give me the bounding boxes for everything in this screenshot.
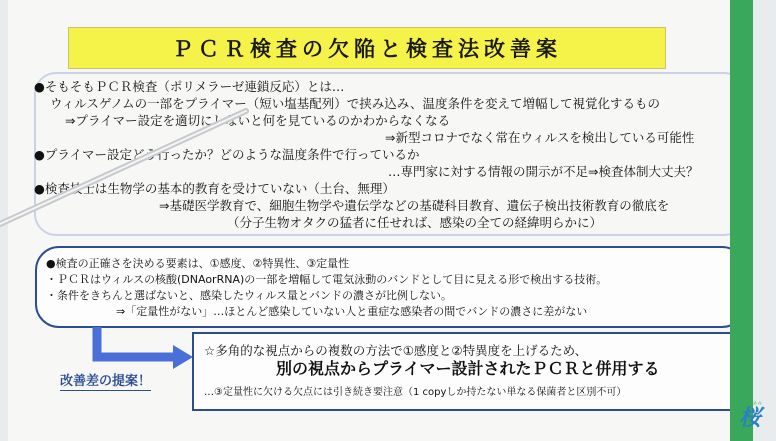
text-proposal-main: 別の視点からプライマー設計されたＰＣＲと併用する [276,359,660,378]
logo-main-text: 桜 [738,406,761,431]
bullet-primer-setting: ●プライマー設定どう行ったか？どのような温度条件で行っているか [34,147,420,162]
text-info-disclosure: …専門家に対する情報の開示が不足⇒検査体制大丈夫？ [388,164,699,179]
proposal-arrow-icon [89,327,199,371]
board-edge [730,0,753,441]
page-title: ＰＣＲ検査の欠陥と検査法改善案 [68,27,666,69]
bullet-technician-education: ●検査技士は生物学の基本的教育を受けていない（土台、無理） [34,181,395,196]
channel-logo [728,394,772,438]
text-pcr-description: ウィルスゲノムの一部をプライマー（短い塩基配列）で挟み込み、温度条件を変えて増幅して視覚化するもの [50,96,661,111]
text-resident-virus: ⇒新型コロナでなく常在ウィルスを検出している可能性 [385,130,695,145]
pointer-stick-icon [0,0,260,230]
bullet-accuracy-factors: ●検査の正確さを決める要素は、①感度、②特異性、③定量性 [46,257,350,270]
text-pcr-technique: ・ＰＣＲはウィルスの核酸(DNAorRNA)の一部を増幅して電気泳動のバンドとして目に見える形で検出する技術。 [46,273,608,286]
text-primer-warning: ⇒プライマー設定を適切にしないと何を見ているのかわからなくなる [65,113,451,128]
text-condition-selection: ・条件をきちんと選ばないと、感染したウィルス量とバンドの濃さが比例しない。 [46,289,453,302]
text-basic-education: ⇒基礎医学教育で、細胞生物学や遺伝学などの基礎科目教育、遺伝子検出技術教育の徹底を [159,198,670,213]
logo-small-text: チャンネル [737,401,763,407]
text-proposal-goal: ☆多角的な視点からの複数の方法で①感度と②特異度を上げるため、 [204,343,588,358]
text-proposal-caution: …③定量性に欠ける欠点には引き続き要注意（1 copyしか持たない単なる保菌者と区別不可） [204,387,627,398]
proposal-label: 改善差の提案！ [60,370,151,391]
text-molecular-experts: （分子生物オタクの猛者に任せれば、感染の全ての経緯明らかに） [227,215,603,230]
text-no-quantitativity: ⇒「定量性がない」…ほとんど感染していない人と重症な感染者の間でバンドの濃さに差がない [116,305,588,318]
bullet-pcr-definition: ●そもそもＰＣＲ検査（ポリメラーゼ連鎖反応）とは… [34,79,345,94]
